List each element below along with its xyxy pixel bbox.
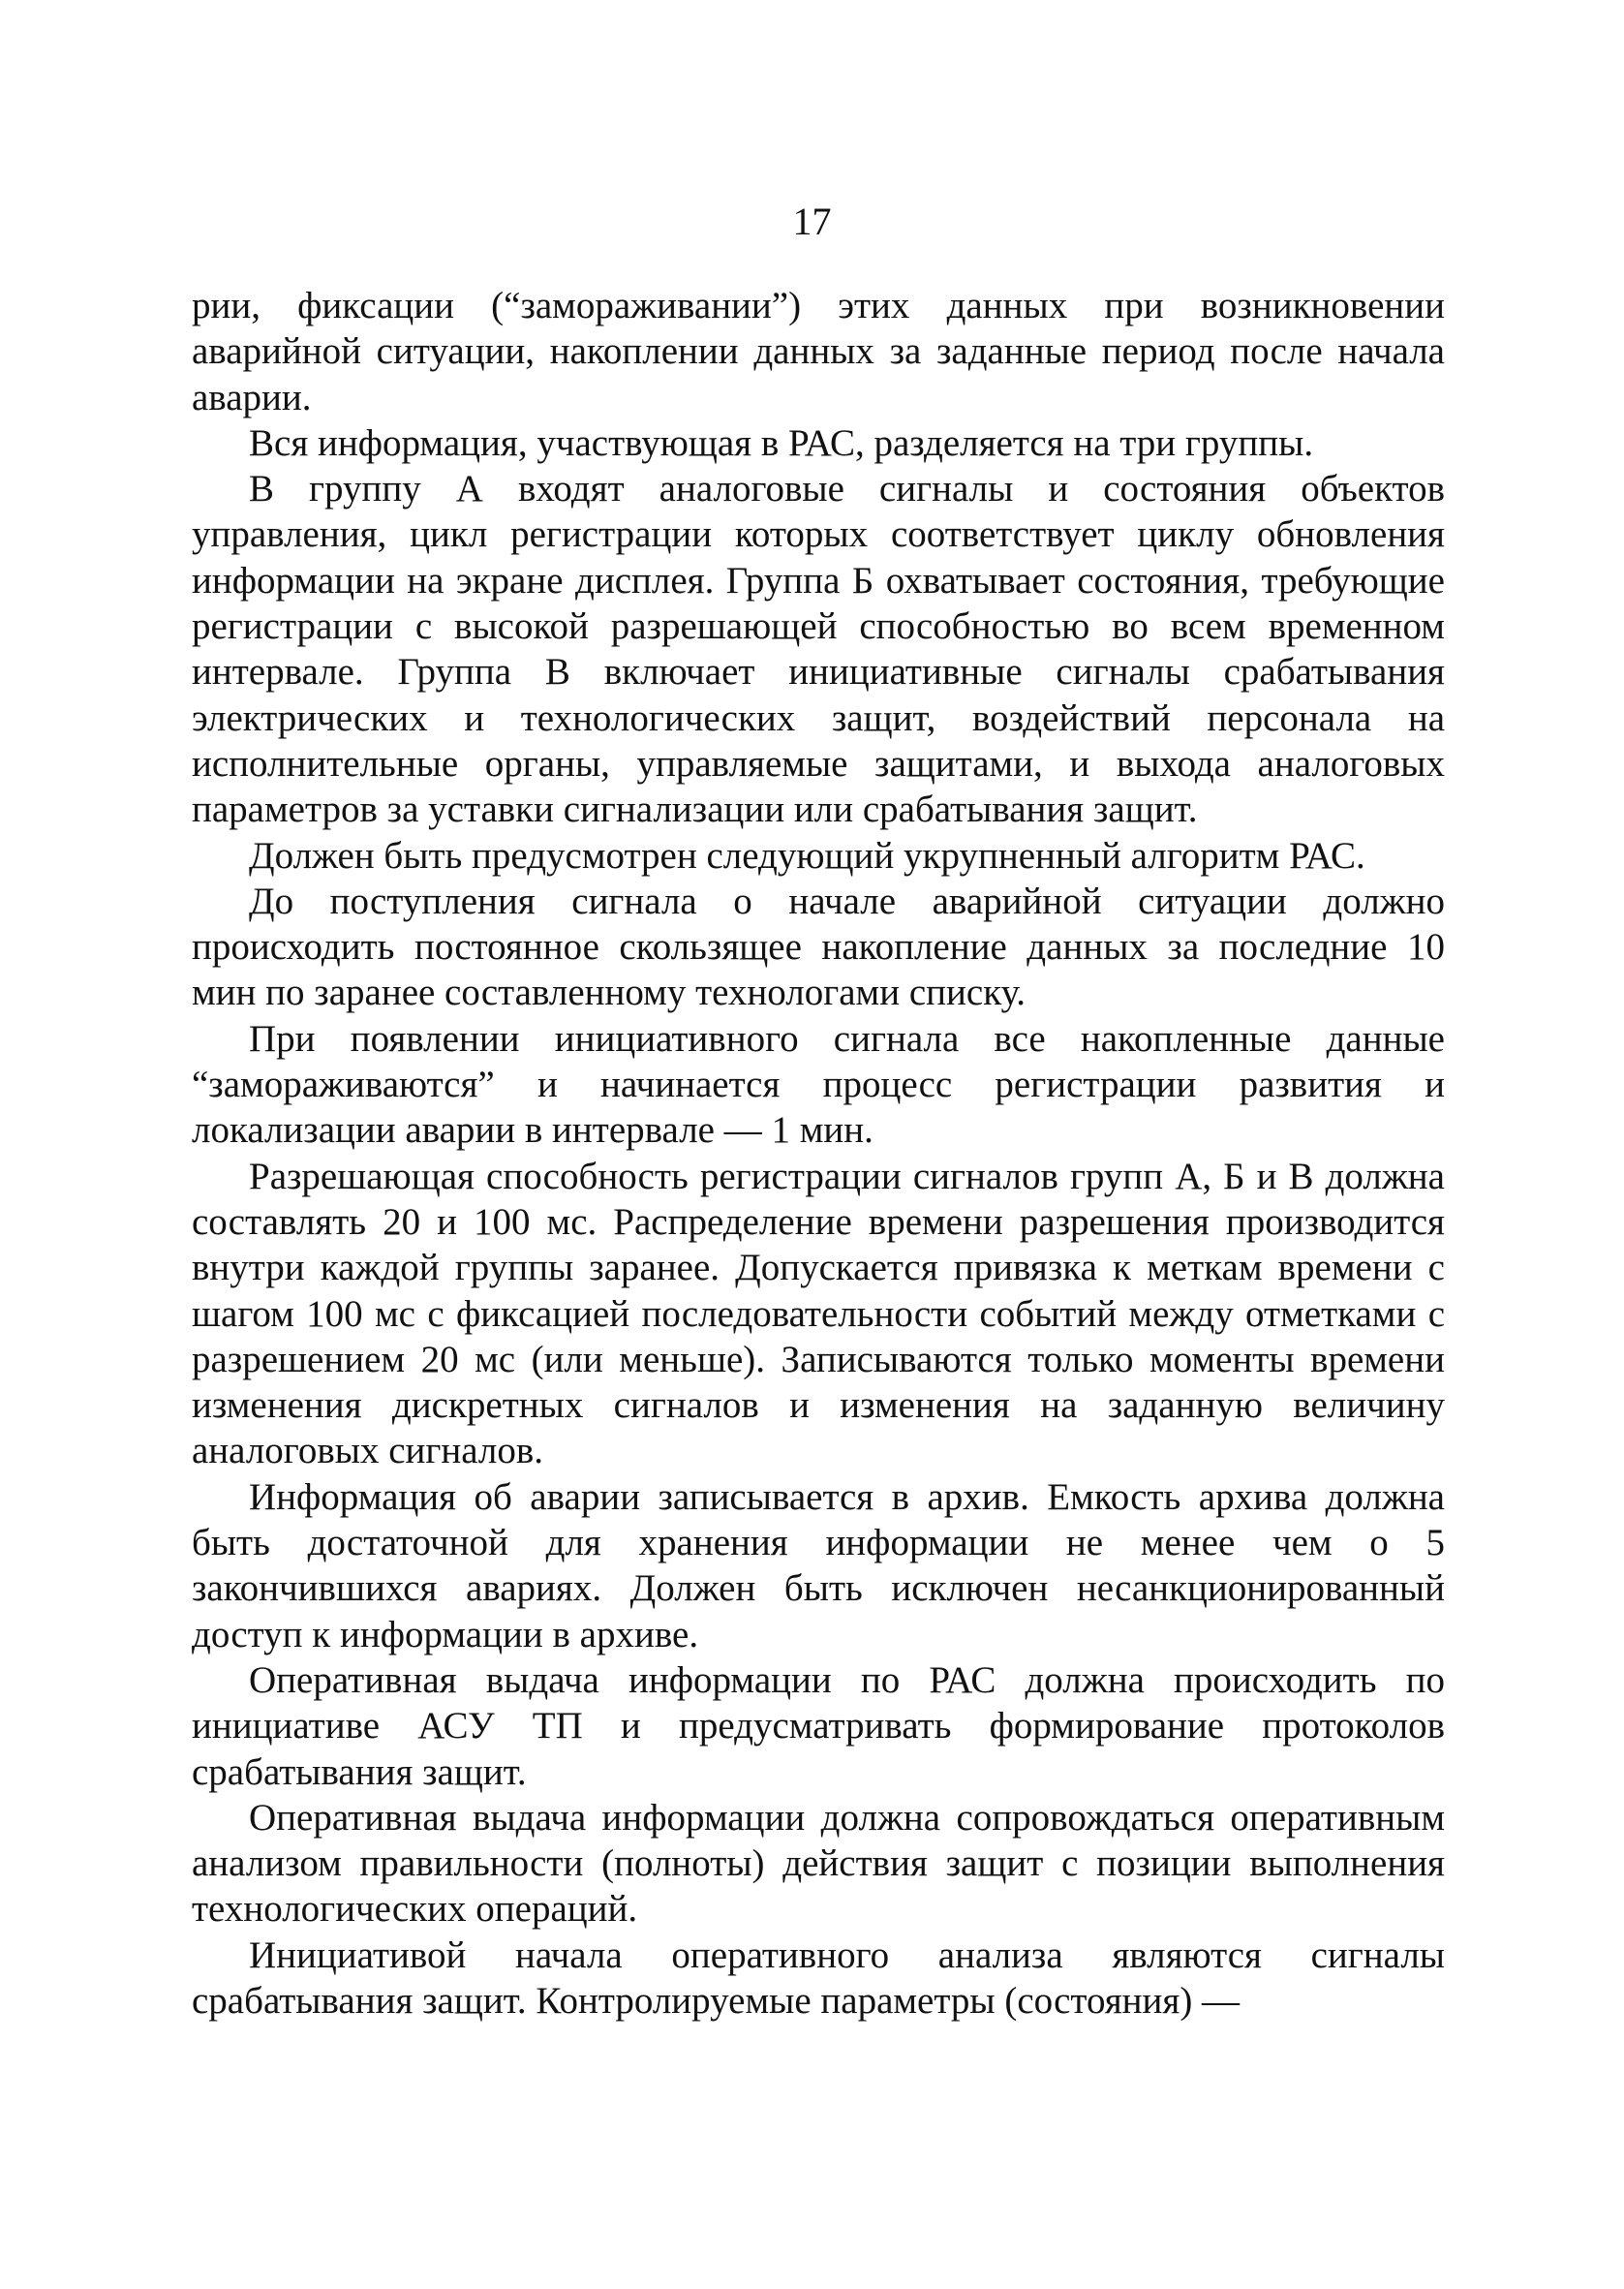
paragraph-5: До поступления сигнала о начале аварийной ситуации должно происходить постоянное скользящее накопление данных за последние 10 мин по заранее составленному технологами списку. (192, 880, 1445, 1014)
body-text (192, 283, 1445, 2024)
paragraph-9: Оперативная выдача информации по РАС должна происходить по инициативе АСУ ТП и предусматривать формирование протоколов срабатывания защит. (192, 1658, 1445, 1793)
paragraph-4: Должен быть предусмотрен следующий укрупненный алгоритм РАС. (249, 834, 1365, 877)
paragraph-11: Инициативой начала оперативного анализа являются сигналы срабатывания защит. Контролируемые параметры (состояния) — (192, 1933, 1445, 2022)
page-number: 17 (792, 200, 832, 243)
paragraph-8: Информация об аварии записывается в архив. Емкость архива должна быть достаточной для хранения информации не менее чем о 5 закончившихся авариях. Должен быть исключен несанкционированный доступ к информации в архиве. (192, 1475, 1445, 1655)
paragraph-1: рии, фиксации (“замораживании”) этих данных при возникновении аварийной ситуации, накоплении данных за заданные период после начала аварии. (192, 285, 1445, 418)
paragraph-7: Разрешающая способность регистрации сигналов групп А, Б и В должна составлять 20 и 100 мс. Распределение времени разрешения производится внутри каждой группы заранее. Допускается привязка к меткам времени с шагом 100 мс с фиксацией последовательности событий между отметками с разрешением 20 мс (или меньше). Записываются только моменты времени изменения дискретных сигналов и изменения на заданную величину аналоговых сигналов. (192, 1155, 1445, 1472)
paragraph-2: Вся информация, участвующая в РАС, разделяется на три группы. (249, 421, 1314, 464)
paragraph-6: При появлении инициативного сигнала все накопленные данные “замораживаются” и начинается процесс регистрации развития и локализации аварии в интервале — 1 мин. (192, 1017, 1445, 1152)
paragraph-3: В группу А входят аналоговые сигналы и состояния объектов управления, цикл регистрации которых соответствует циклу обновления информации на экране дисплея. Группа Б охватывает состояния, требующие регистрации с высокой разрешающей способностью во всем временном интервале. Группа В включает инициативные сигналы срабатывания электрических и технологических защит, воздействий персонала на исполнительные органы, управляемые защитами, и выхода аналоговых параметров за уставки сигнализации или срабатывания защит. (192, 468, 1445, 831)
paragraph-10: Оперативная выдача информации должна сопровождаться оперативным анализом правильности (полноты) действия защит с позиции выполнения технологических операций. (192, 1796, 1445, 1931)
